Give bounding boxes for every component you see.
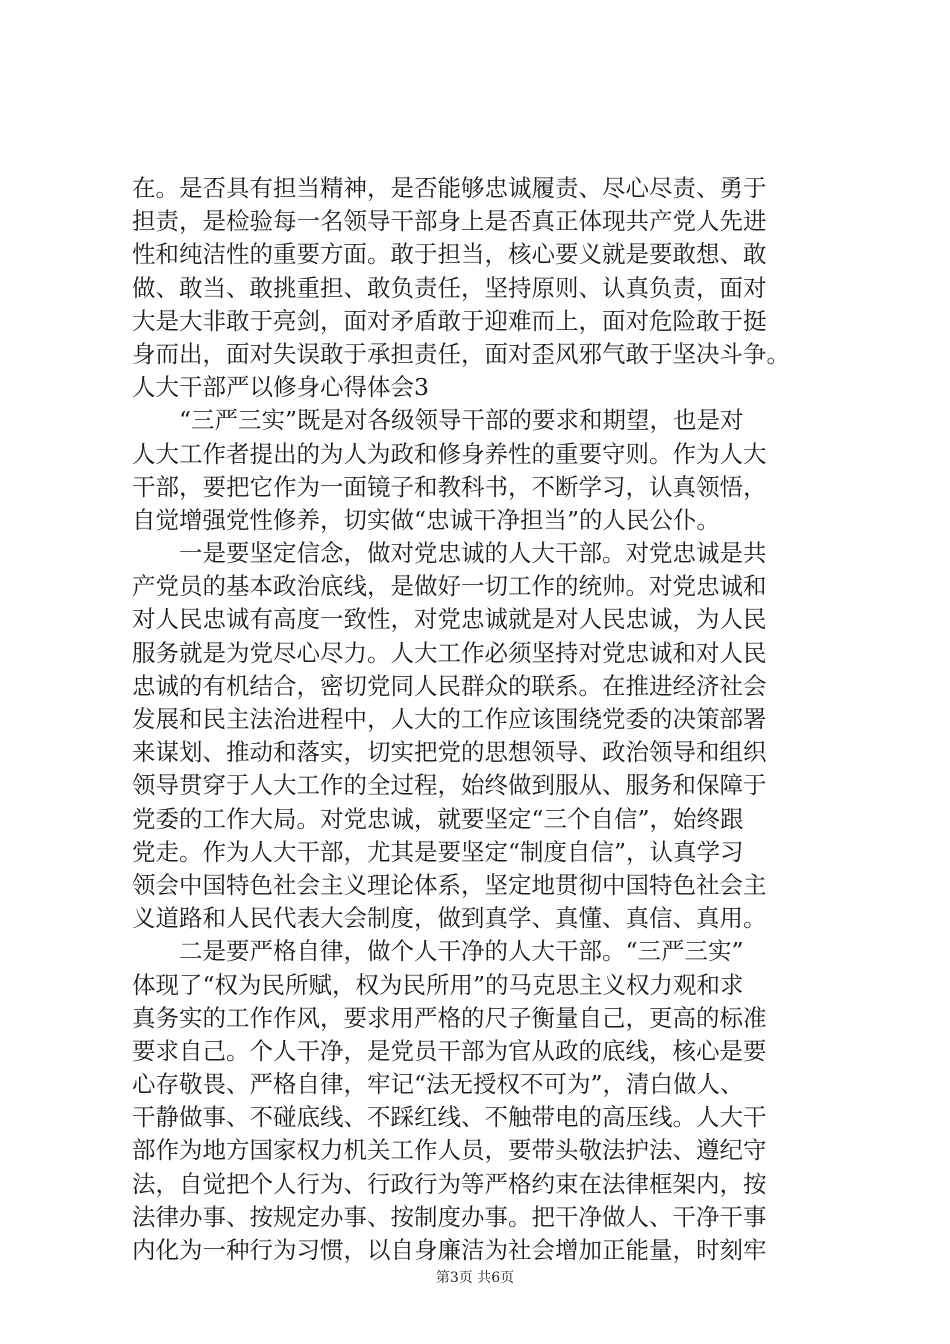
text-line: 部作为地方国家权力机关工作人员，要带头敬法护法、遵纪守 (132, 1136, 767, 1165)
text-line: 担责，是检验每一名领导干部身上是否真正体现共产党人先进 (132, 207, 767, 236)
text-line: 体现了“权为民所赋，权为民所用”的马克思主义权力观和求 (132, 970, 744, 999)
text-line: 忠诚的有机结合，密切党同人民群众的联系。在推进经济社会 (132, 671, 767, 700)
text-line: 内化为一种行为习惯，以自身廉洁为社会增加正能量，时刻牢 (132, 1236, 767, 1264)
text-line: 做、敢当、敢挑重担、敢负责任，坚持原则、认真负责，面对 (132, 273, 767, 302)
text-line: 一是要坚定信念，做对党忠诚的人大干部。对党忠诚是共 (132, 539, 767, 568)
text-line: 党委的工作大局。对党忠诚，就要坚定“三个自信”，始终跟 (132, 804, 744, 833)
text-line: 领导贯穿于人大工作的全过程，始终做到服从、服务和保障于 (132, 771, 767, 800)
text-line: 法，自觉把个人行为、行政行为等严格约束在法律框架内，按 (132, 1169, 767, 1198)
text-line: 自觉增强党性修养，切实做“忠诚干净担当”的人民公仆。 (132, 505, 721, 534)
text-line: 性和纯洁性的重要方面。敢于担当，核心要义就是要敢想、敢 (132, 240, 767, 269)
text-line: 发展和民主法治进程中，人大的工作应该围绕党委的决策部署 (132, 705, 767, 733)
text-line: 领会中国特色社会主义理论体系，坚定地贯彻中国特色社会主 (132, 870, 767, 899)
text-line: 二是要严格自律，做个人干净的人大干部。“三严三实” (132, 937, 744, 966)
text-line: 法律办事、按规定办事、按制度办事。把干净做人、干净干事 (132, 1202, 767, 1231)
text-line: 服务就是为党尽心尽力。人大工作必须坚持对党忠诚和对人民 (132, 638, 767, 667)
text-line: 大是大非敢于亮剑，面对矛盾敢于迎难而上，面对危险敢于挺 (132, 306, 767, 335)
text-line: 干部，要把它作为一面镜子和教科书，不断学习，认真领悟， (132, 472, 767, 501)
text-line: 来谋划、推动和落实，切实把党的思想领导、政治领导和组织 (132, 738, 767, 767)
text-line: 对人民忠诚有高度一致性，对党忠诚就是对人民忠诚，为人民 (132, 605, 767, 634)
text-line: 身而出，面对失误敢于承担责任，面对歪风邪气敢于坚决斗争。 (132, 339, 790, 368)
text-line: 产党员的基本政治底线，是做好一切工作的统帅。对党忠诚和 (132, 572, 767, 601)
text-line: 义道路和人民代表大会制度，做到真学、真懂、真信、真用。 (132, 904, 767, 933)
text-line: 真务实的工作作风，要求用严格的尺子衡量自己，更高的标准 (132, 1003, 767, 1032)
text-line: 干静做事、不碰底线、不踩红线、不触带电的高压线。人大干 (132, 1103, 767, 1132)
text-line: 人大工作者提出的为人为政和修身养性的重要守则。作为人大 (132, 439, 767, 468)
body-text (132, 172, 832, 1267)
page-footer: 第3页 共6页 (435, 1270, 515, 1286)
text-line: “三严三实”既是对各级领导干部的要求和期望，也是对 (132, 406, 744, 435)
text-line: 在。是否具有担当精神，是否能够忠诚履责、尽心尽责、勇于 (132, 174, 767, 202)
text-line: 要求自己。个人干净，是党员干部为官从政的底线，核心是要 (132, 1036, 767, 1065)
text-line: 心存敬畏、严格自律，牢记“法无授权不可为”，清白做人、 (132, 1070, 744, 1099)
text-line: 党走。作为人大干部，尤其是要坚定“制度自信”，认真学习 (132, 837, 744, 866)
text-line: 人大干部严以修身心得体会3 (132, 373, 429, 402)
